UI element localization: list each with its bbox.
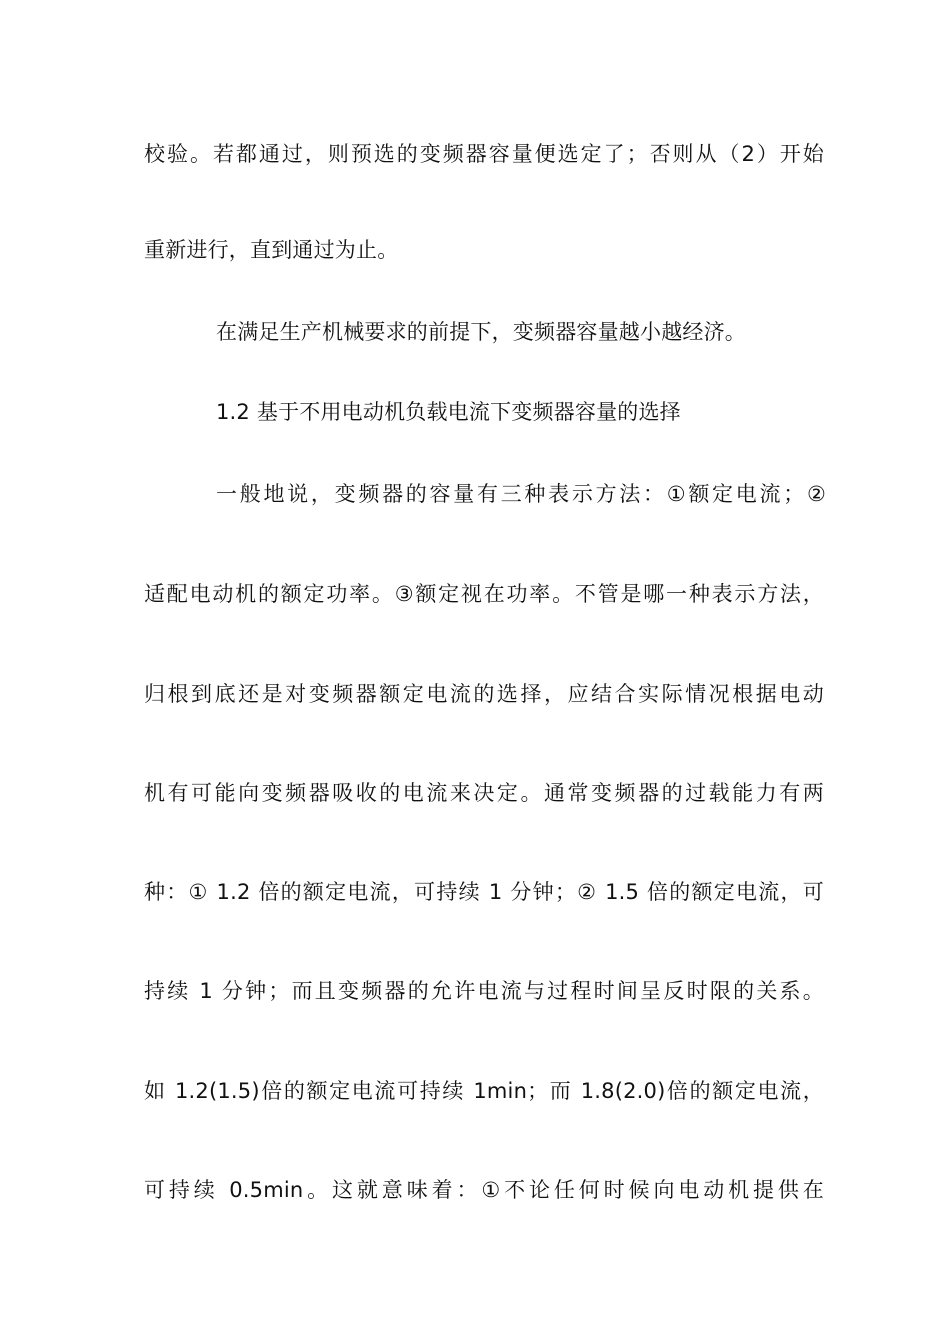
text-line-10: 持续 1 分钟；而且变频器的允许电流与过程时间呈反时限的关系。 bbox=[144, 979, 824, 1003]
section-heading: 1.2 基于不用电动机负载电流下变频器容量的选择 bbox=[216, 400, 681, 424]
text-line-3: 在满足生产机械要求的前提下，变频器容量越小越经济。 bbox=[216, 320, 746, 344]
text-line-9: 种：① 1.2 倍的额定电流，可持续 1 分钟；② 1.5 倍的额定电流，可 bbox=[144, 880, 824, 904]
text-line-6: 适配电动机的额定功率。③额定视在功率。不管是哪一种表示方法， bbox=[144, 582, 824, 606]
text-line-11: 如 1.2(1.5)倍的额定电流可持续 1min；而 1.8(2.0)倍的额定电流， bbox=[144, 1079, 824, 1103]
text-line-1: 校验。若都通过，则预选的变频器容量便选定了；否则从（2）开始 bbox=[144, 142, 824, 166]
text-line-2: 重新进行，直到通过为止。 bbox=[144, 238, 399, 262]
text-line-12: 可持续 0.5min。这就意味着：①不论任何时候向电动机提供在 bbox=[144, 1178, 824, 1202]
text-line-8: 机有可能向变频器吸收的电流来决定。通常变频器的过载能力有两 bbox=[144, 781, 824, 805]
text-line-5: 一般地说，变频器的容量有三种表示方法：①额定电流；② bbox=[216, 482, 826, 506]
text-line-7: 归根到底还是对变频器额定电流的选择，应结合实际情况根据电动 bbox=[144, 682, 824, 706]
